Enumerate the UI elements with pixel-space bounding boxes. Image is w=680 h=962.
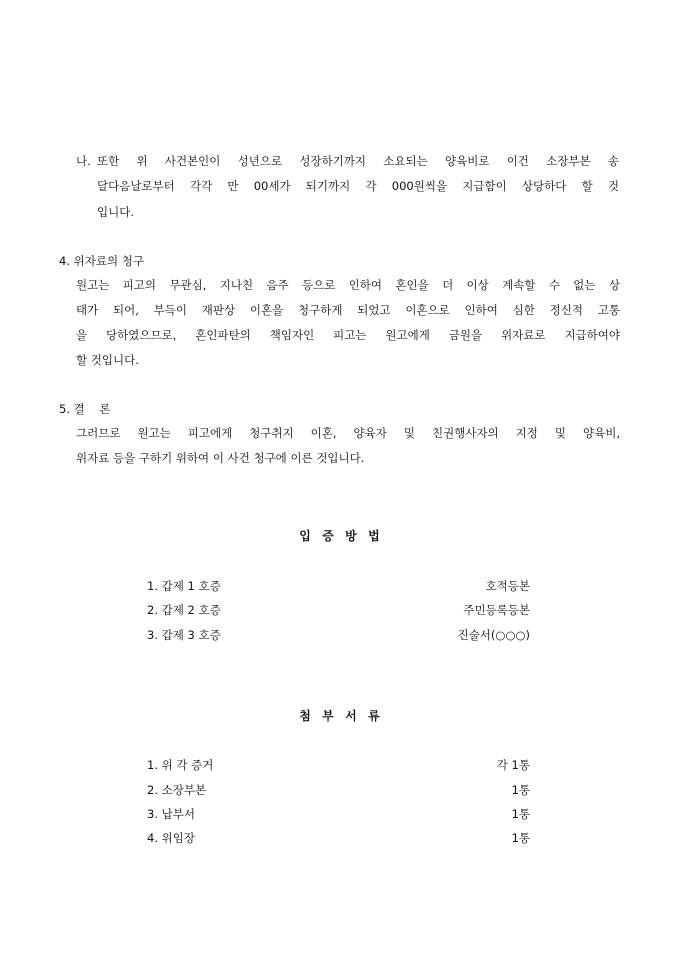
attachment-item [0, 757, 680, 773]
section-na-line-2: 달다음날로부터 각각 만 00세가 되기까지 각 000원씩을 지급함이 상당하다 할 것 [97, 179, 619, 193]
attachment-item-label: 4. 위임장 [147, 831, 195, 845]
evidence-item-value: 주민등록등본 [463, 603, 530, 617]
evidence-heading: 입 증 방 법 [299, 529, 381, 543]
section-na-marker: 나. [76, 154, 91, 168]
section-na-line-3: 입니다. [97, 205, 134, 219]
attachment-item-value: 1통 [511, 807, 530, 821]
evidence-item-label: 1. 갑제 1 호증 [147, 579, 221, 593]
attachment-item [0, 830, 680, 846]
section-5-line-1: 그러므로 원고는 피고에게 청구취지 이혼, 양육자 및 친권행사자의 지정 및 양육비, [76, 426, 620, 440]
attachment-item-label: 1. 위 각 증거 [147, 758, 214, 772]
attachments-heading: 첨 부 서 류 [299, 709, 381, 723]
section-4-line-2: 태가 되어, 부득이 재판상 이혼을 청구하게 되었고 이혼으로 인하여 심한 정신적 고통 [76, 303, 620, 317]
attachment-item-value: 각 1통 [496, 758, 530, 772]
attachment-item [0, 806, 680, 822]
section-4-title: 4. 위자료의 청구 [59, 254, 144, 268]
attachment-item [0, 782, 680, 798]
attachment-item-value: 1통 [511, 831, 530, 845]
evidence-item-value: 호적등본 [485, 579, 530, 593]
evidence-item [0, 627, 680, 643]
evidence-item-label: 2. 갑제 2 호증 [147, 603, 221, 617]
evidence-item-label: 3. 갑제 3 호증 [147, 628, 221, 642]
section-5-line-2: 위자료 등을 구하기 위하여 이 사건 청구에 이른 것입니다. [76, 451, 365, 465]
evidence-item-value: 진술서(○○○) [457, 628, 530, 642]
section-4-line-4: 할 것입니다. [76, 353, 139, 367]
attachment-item-value: 1통 [511, 783, 530, 797]
attachment-item-label: 3. 납부서 [147, 807, 195, 821]
section-5-title: 5. 결 론 [59, 402, 111, 416]
section-4-line-3: 을 당하였으므로, 혼인파탄의 책임자인 피고는 원고에게 금원을 위자료로 지급하여야 [76, 328, 620, 342]
section-4-line-1: 원고는 피고의 무관심, 지나친 음주 등으로 인하여 혼인을 더 이상 계속할 수 없는 상 [76, 278, 620, 292]
section-na-line-1: 또한 위 사건본인이 성년으로 성장하기까지 소요되는 양육비로 이건 소장부본 송 [97, 154, 619, 168]
evidence-item [0, 578, 680, 594]
evidence-item [0, 602, 680, 618]
attachment-item-label: 2. 소장부본 [147, 783, 207, 797]
